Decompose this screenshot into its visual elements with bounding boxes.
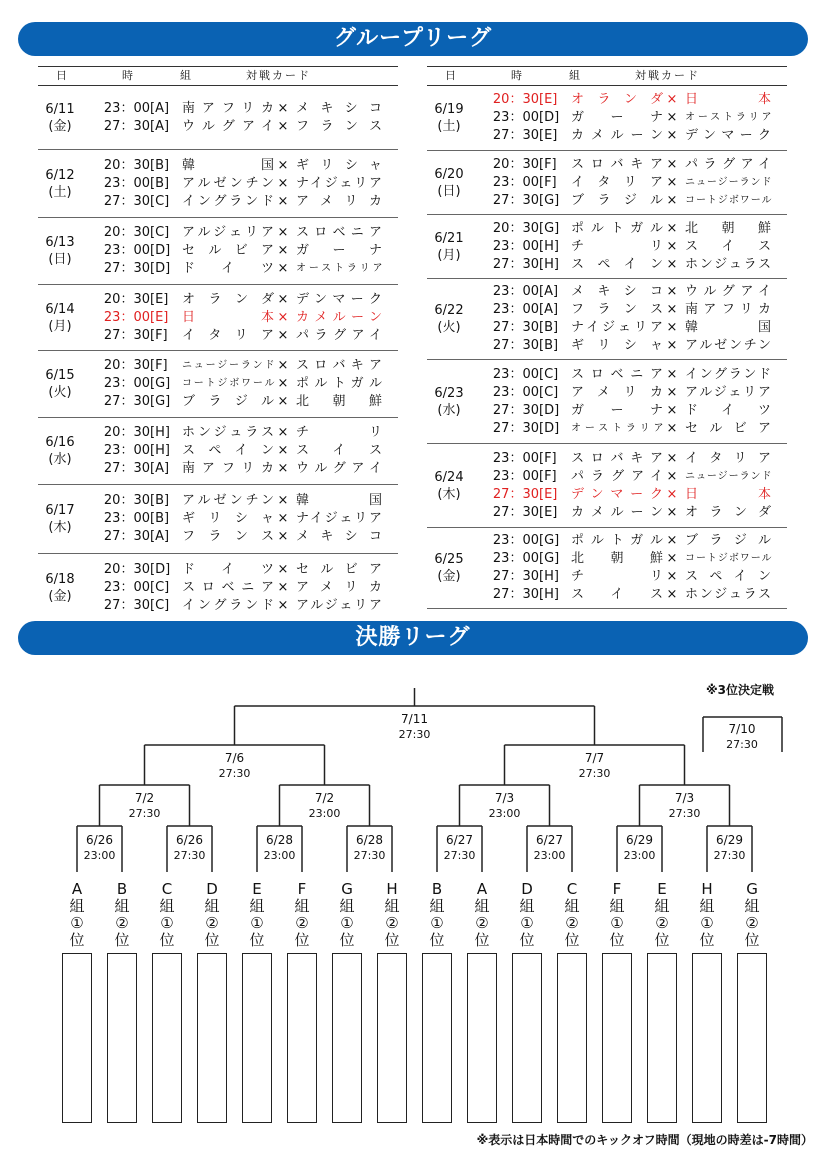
seed-label: F xyxy=(612,880,622,898)
match-row: 23：00 [E] 日本 × カメルーン xyxy=(103,310,382,325)
semifinal-label: 7/7 27:30 xyxy=(578,751,611,780)
seed-label: ② xyxy=(565,914,579,932)
team-entry-box[interactable] xyxy=(557,953,587,1123)
seed-label: 位 xyxy=(249,931,265,949)
match-row: 27：30 [E] カメルーン × デンマーク xyxy=(492,128,771,143)
r16-match-label: 6/26 23:00 xyxy=(83,833,116,862)
team-entry-box[interactable] xyxy=(107,953,137,1123)
seed-label: H xyxy=(701,880,713,898)
seed-label: ① xyxy=(430,914,444,932)
schedule-header: 日 時 組 対戦カード xyxy=(38,66,398,86)
match-row: 23：00 [C] アメリカ × アルジェリア xyxy=(492,385,771,400)
match-row: 27：30 [G] ブラジル × コートジボワール xyxy=(492,193,771,208)
third-place-label: ※3位決定戦 xyxy=(705,683,775,697)
match-row: 23：00 [G] 北朝鮮 × コートジボワール xyxy=(492,551,771,566)
seed-label: 位 xyxy=(519,931,535,949)
match-row: 27：30 [B] ギリシャ × アルゼンチン xyxy=(492,338,771,353)
seed-label: 組 xyxy=(204,897,220,915)
seed-label: 位 xyxy=(564,931,580,949)
match-row: 27：30 [C] イングランド × アルジェリア xyxy=(103,598,382,613)
seed-label: ① xyxy=(520,914,534,932)
team-entry-box[interactable] xyxy=(377,953,407,1123)
seed-label: 組 xyxy=(339,897,355,915)
seed-label: G xyxy=(746,880,758,898)
match-row: 23：00 [D] セルビア × ガーナ xyxy=(103,243,382,258)
seed-label: 位 xyxy=(429,931,445,949)
seed-label: ① xyxy=(340,914,354,932)
match-row: 20：30 [D] ドイツ × セルビア xyxy=(103,562,382,577)
third-place-match-label: 7/10 27:30 xyxy=(726,722,758,751)
seed-label: A xyxy=(476,880,488,898)
match-date: 6/22 (火) xyxy=(434,303,464,335)
seed-label: F xyxy=(297,880,307,898)
seed-label: 組 xyxy=(744,897,760,915)
seed-label: 組 xyxy=(429,897,445,915)
r16-match-label: 6/28 27:30 xyxy=(353,833,386,862)
team-entry-box[interactable] xyxy=(467,953,497,1123)
match-row: 23：00 [A] フランス × 南アフリカ xyxy=(492,302,771,317)
match-date: 6/12 (土) xyxy=(45,167,75,200)
team-entry-box[interactable] xyxy=(152,953,182,1123)
team-entry-box[interactable] xyxy=(422,953,452,1123)
seed-label: 組 xyxy=(474,897,490,915)
team-entry-box[interactable] xyxy=(512,953,542,1123)
match-date: 6/25 (金) xyxy=(434,552,464,584)
seed-label: 位 xyxy=(744,931,760,949)
seed-label: ① xyxy=(70,914,84,932)
seed-label: ① xyxy=(160,914,174,932)
match-row: 27：30 [H] チリ × スペイン xyxy=(492,569,771,584)
quarterfinal-label: 7/3 23:00 xyxy=(488,791,521,820)
match-date: 6/13 (日) xyxy=(45,235,75,267)
r16-match-label: 6/29 27:30 xyxy=(713,833,746,862)
match-row: 20：30 [C] アルジェリア × スロベニア xyxy=(103,225,382,240)
match-row: 27：30 [C] イングランド × アメリカ xyxy=(103,194,382,209)
seed-label: ② xyxy=(385,914,399,932)
r16-match-label: 6/26 27:30 xyxy=(173,833,206,862)
match-row: 27：30 [E] デンマーク × 日本 xyxy=(492,487,771,502)
seed-label: ② xyxy=(475,914,489,932)
team-entry-box[interactable] xyxy=(62,953,92,1123)
seed-label: 位 xyxy=(654,931,670,949)
match-row: 20：30 [B] 韓国 × ギリシャ xyxy=(103,158,382,173)
match-row: 23：00 [B] ギリシャ × ナイジェリア xyxy=(103,511,382,526)
match-row: 27：30 [B] ナイジェリア × 韓国 xyxy=(492,320,771,335)
match-date: 6/11 (金) xyxy=(45,101,75,134)
seed-label: ① xyxy=(610,914,624,932)
match-row: 23：00 [F] イタリア × ニュージーランド xyxy=(492,175,771,190)
seed-label: ② xyxy=(655,914,669,932)
match-row: 23：00 [C] スロベニア × イングランド xyxy=(492,367,771,382)
seed-label: ② xyxy=(295,914,309,932)
match-row: 20：30 [F] スロバキア × パラグアイ xyxy=(492,157,771,172)
match-row: 20：30 [E] オランダ × 日本 xyxy=(492,92,771,107)
match-row: 27：30 [A] フランス × メキシコ xyxy=(103,529,382,544)
match-date: 6/19 (土) xyxy=(434,102,464,134)
seed-label: 組 xyxy=(159,897,175,915)
match-date: 6/16 (水) xyxy=(45,435,75,467)
match-row: 23：00 [C] スロベニア × アメリカ xyxy=(103,580,382,595)
team-entry-box[interactable] xyxy=(737,953,767,1123)
team-entry-box[interactable] xyxy=(332,953,362,1123)
r16-match-label: 6/28 23:00 xyxy=(263,833,296,862)
seed-label: D xyxy=(206,880,218,898)
seed-label: H xyxy=(386,880,398,898)
seed-label: 位 xyxy=(339,931,355,949)
seed-label: 位 xyxy=(114,931,130,949)
seed-label: 組 xyxy=(609,897,625,915)
match-row: 27：30 [H] スペイン × ホンジュラス xyxy=(492,257,771,272)
seed-label: A xyxy=(71,880,83,898)
seed-label: 位 xyxy=(474,931,490,949)
semifinal-label: 7/6 27:30 xyxy=(218,751,251,780)
seed-label: 位 xyxy=(384,931,400,949)
team-entry-box[interactable] xyxy=(287,953,317,1123)
quarterfinal-label: 7/2 27:30 xyxy=(128,791,161,820)
seed-label: 組 xyxy=(699,897,715,915)
seed-label: B xyxy=(116,880,128,898)
match-row: 27：30 [E] カメルーン × オランダ xyxy=(492,505,771,520)
match-row: 23：00 [A] 南アフリカ × メキシコ xyxy=(103,101,382,116)
seed-label: E xyxy=(657,880,667,898)
group-league-banner: グループリーグ xyxy=(18,22,808,56)
match-date: 6/20 (日) xyxy=(434,166,464,199)
seed-label: 組 xyxy=(69,897,85,915)
seed-label: 位 xyxy=(609,931,625,949)
seed-label: 組 xyxy=(114,897,130,915)
team-entry-box[interactable] xyxy=(602,953,632,1123)
seed-label: ① xyxy=(700,914,714,932)
final-label: 7/11 27:30 xyxy=(398,712,431,741)
match-row: 27：30 [H] スイス × ホンジュラス xyxy=(492,587,771,602)
match-row: 27：30 [A] ウルグアイ × フランス xyxy=(103,119,382,134)
seed-label: 組 xyxy=(564,897,580,915)
final-league-banner: 決勝リーグ xyxy=(18,621,808,655)
schedule-header: 日 時 組 対戦カード xyxy=(427,66,787,86)
r16-match-label: 6/27 27:30 xyxy=(443,833,476,862)
seed-label: C xyxy=(566,880,578,898)
seed-label: C xyxy=(161,880,173,898)
seed-label: ② xyxy=(115,914,129,932)
match-row: 23：00 [H] スペイン × スイス xyxy=(103,443,382,458)
match-row: 20：30 [G] ポルトガル × 北朝鮮 xyxy=(492,221,771,236)
seed-label: 位 xyxy=(294,931,310,949)
match-row: 23：00 [D] ガーナ × オーストラリア xyxy=(492,110,771,125)
match-row: 27：30 [D] ドイツ × オーストラリア xyxy=(103,261,382,276)
match-row: 23：00 [F] パラグアイ × ニュージーランド xyxy=(492,469,771,484)
r16-match-label: 6/29 23:00 xyxy=(623,833,656,862)
seed-label: 位 xyxy=(204,931,220,949)
match-row: 23：00 [H] チリ × スイス xyxy=(492,239,771,254)
seed-label: 位 xyxy=(699,931,715,949)
footnote: ※表示は日本時間でのキックオフ時間（現地の時差は-7時間） xyxy=(476,1133,813,1147)
match-row: 20：30 [H] ホンジュラス × チリ xyxy=(103,425,382,440)
seed-label: ② xyxy=(745,914,759,932)
match-date: 6/15 (火) xyxy=(45,368,75,400)
match-date: 6/18 (金) xyxy=(45,571,75,604)
seed-label: 組 xyxy=(384,897,400,915)
seed-label: 組 xyxy=(294,897,310,915)
match-row: 20：30 [B] アルゼンチン × 韓国 xyxy=(103,493,382,508)
seed-label: 位 xyxy=(69,931,85,949)
r16-match-label: 6/27 23:00 xyxy=(533,833,566,862)
team-entry-box[interactable] xyxy=(647,953,677,1123)
match-row: 23：00 [B] アルゼンチン × ナイジェリア xyxy=(103,176,382,191)
quarterfinal-label: 7/3 27:30 xyxy=(668,791,701,820)
seed-label: ② xyxy=(205,914,219,932)
match-row: 23：00 [F] スロバキア × イタリア xyxy=(492,451,771,466)
seed-label: 組 xyxy=(249,897,265,915)
match-date: 6/17 (木) xyxy=(45,503,75,535)
match-row: 23：00 [G] コートジボワール × ポルトガル xyxy=(103,376,382,391)
team-entry-box[interactable] xyxy=(242,953,272,1123)
seed-label: ① xyxy=(250,914,264,932)
match-row: 27：30 [F] イタリア × パラグアイ xyxy=(103,328,382,343)
seed-label: D xyxy=(521,880,533,898)
match-date: 6/23 (水) xyxy=(434,385,464,418)
match-row: 20：30 [E] オランダ × デンマーク xyxy=(103,292,382,307)
match-row: 27：30 [D] オーストラリア × セルビア xyxy=(492,421,771,436)
match-row: 23：00 [A] メキシコ × ウルグアイ xyxy=(492,284,771,299)
quarterfinal-label: 7/2 23:00 xyxy=(308,791,341,820)
match-row: 20：30 [F] ニュージーランド × スロバキア xyxy=(103,358,382,373)
seed-label: 組 xyxy=(519,897,535,915)
match-date: 6/21 (月) xyxy=(434,230,464,263)
seed-label: E xyxy=(252,880,262,898)
team-entry-box[interactable] xyxy=(692,953,722,1123)
match-row: 27：30 [D] ガーナ × ドイツ xyxy=(492,403,771,418)
match-date: 6/24 (木) xyxy=(434,469,464,502)
match-row: 27：30 [A] 南アフリカ × ウルグアイ xyxy=(103,461,382,476)
seed-label: 組 xyxy=(654,897,670,915)
match-row: 23：00 [G] ポルトガル × ブラジル xyxy=(492,533,771,548)
seed-label: G xyxy=(341,880,353,898)
seed-label: 位 xyxy=(159,931,175,949)
team-entry-box[interactable] xyxy=(197,953,227,1123)
match-date: 6/14 (月) xyxy=(45,301,75,334)
match-row: 27：30 [G] ブラジル × 北朝鮮 xyxy=(103,394,382,409)
seed-label: B xyxy=(431,880,443,898)
